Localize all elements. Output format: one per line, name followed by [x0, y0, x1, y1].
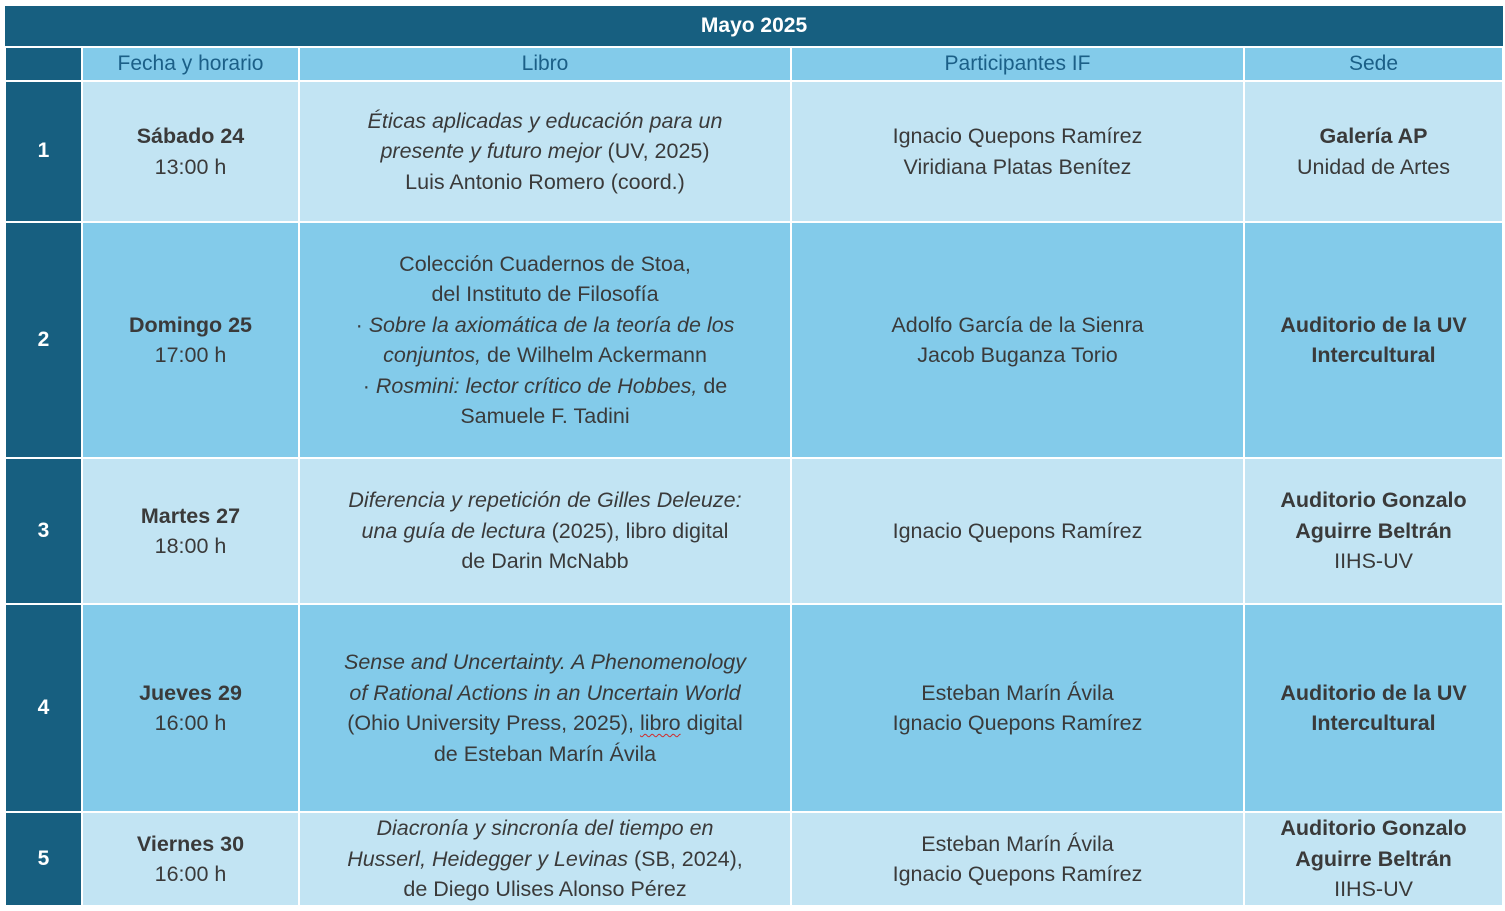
- book-detail: (SB, 2024),: [628, 846, 743, 871]
- event-time: 13:00 h: [154, 154, 227, 179]
- table-row: [5, 812, 1503, 906]
- book-title: of Rational Actions in an Uncertain World: [349, 680, 741, 705]
- event-time: 17:00 h: [154, 343, 227, 367]
- book-cell: [299, 222, 791, 458]
- participants-cell: [791, 604, 1244, 812]
- book-collection: Colección Cuadernos de Stoa,: [399, 251, 691, 276]
- participants-cell: [791, 812, 1244, 906]
- event-time: 18:00 h: [154, 534, 227, 558]
- venue-cell: [1244, 81, 1503, 222]
- event-day: Sábado 24: [136, 124, 245, 148]
- event-time: 16:00 h: [154, 711, 227, 735]
- header-date: Fecha y horario: [82, 47, 299, 81]
- date-cell: [82, 222, 299, 458]
- book-title: conjuntos,: [383, 343, 482, 367]
- row-number: 5: [5, 812, 82, 906]
- book-detail: (2025), libro digital: [545, 518, 729, 543]
- participant: Ignacio Quepons Ramírez: [892, 518, 1143, 543]
- row-number: 1: [5, 81, 82, 222]
- header-book: Libro: [299, 47, 791, 81]
- row-number: 2: [5, 222, 82, 458]
- table-row: [5, 604, 1503, 812]
- date-cell: [82, 458, 299, 604]
- table-row: [5, 81, 1503, 222]
- row-number: 4: [5, 604, 82, 812]
- book-title: Sense and Uncertainty. A Phenomenology: [344, 650, 746, 674]
- venue-name: Auditorio de la UV: [1280, 312, 1467, 337]
- participant: Ignacio Quepons Ramírez: [892, 862, 1143, 886]
- event-time: 16:00 h: [154, 862, 227, 886]
- participant: Esteban Marín Ávila: [921, 680, 1114, 705]
- venue-name: Aguirre Beltrán: [1295, 518, 1452, 543]
- book-title: Éticas aplicadas y educación para un: [367, 108, 723, 133]
- book-title: Husserl, Heidegger y Levinas: [347, 846, 629, 871]
- venue-name: Auditorio Gonzalo: [1280, 816, 1467, 841]
- book-author: de Darin McNabb: [461, 549, 629, 574]
- book-cell: [299, 458, 791, 604]
- book-cell: [299, 604, 791, 812]
- venue-name: Auditorio Gonzalo: [1280, 488, 1467, 513]
- participant: Adolfo García de la Sienra: [891, 312, 1144, 337]
- event-day: Viernes 30: [136, 831, 245, 856]
- book-detail: digital: [680, 711, 743, 735]
- schedule-table: [4, 4, 1504, 907]
- book-detail: (Ohio University Press, 2025),: [347, 711, 640, 735]
- venue-unit: Unidad de Artes: [1297, 154, 1451, 179]
- participants-cell: [791, 458, 1244, 604]
- title-row: [5, 5, 1503, 47]
- spellcheck-word: libro: [639, 711, 681, 735]
- table-row: [5, 458, 1503, 604]
- participant: Esteban Marín Ávila: [921, 831, 1114, 856]
- date-cell: [82, 81, 299, 222]
- header-row: [5, 47, 1503, 81]
- participant: Jacob Buganza Torio: [917, 343, 1118, 367]
- participant: Viridiana Platas Benítez: [903, 154, 1132, 179]
- venue-unit: IIHS-UV: [1334, 549, 1413, 574]
- venue-name: Aguirre Beltrán: [1295, 846, 1452, 871]
- book-detail: de: [697, 373, 728, 398]
- row-number: 3: [5, 458, 82, 604]
- book-cell: [299, 81, 791, 222]
- book-author: de Esteban Marín Ávila: [433, 741, 657, 766]
- book-author: de Diego Ulises Alonso Pérez: [403, 877, 687, 902]
- book-author: Luis Antonio Romero (coord.): [405, 169, 685, 194]
- venue-name: Auditorio de la UV: [1280, 680, 1467, 705]
- date-cell: [82, 604, 299, 812]
- bullet: ·: [355, 312, 369, 337]
- book-collection: del Instituto de Filosofía: [431, 282, 659, 306]
- book-title: presente y futuro mejor: [380, 139, 602, 164]
- book-detail: (UV, 2025): [601, 139, 710, 164]
- event-day: Martes 27: [140, 503, 241, 528]
- bullet: ·: [362, 373, 376, 398]
- header-venue: Sede: [1244, 47, 1503, 81]
- venue-name: Galería AP: [1319, 124, 1428, 148]
- participant: Ignacio Quepons Ramírez: [892, 124, 1143, 148]
- book-title: Sobre la axiomática de la teoría de los: [368, 312, 735, 337]
- event-day: Jueves 29: [139, 680, 242, 705]
- book-title: Diferencia y repetición de Gilles Deleuze:: [348, 488, 742, 513]
- book-title: una guía de lectura: [361, 518, 546, 543]
- participants-cell: [791, 81, 1244, 222]
- venue-cell: [1244, 812, 1503, 906]
- venue-name: Intercultural: [1311, 343, 1436, 367]
- header-participants: Participantes IF: [791, 47, 1244, 81]
- header-corner: [5, 47, 82, 81]
- participant: Ignacio Quepons Ramírez: [892, 711, 1143, 735]
- book-author: Samuele F. Tadini: [460, 404, 630, 428]
- venue-cell: [1244, 604, 1503, 812]
- book-author: de Wilhelm Ackermann: [481, 343, 707, 367]
- table-title: Mayo 2025: [5, 5, 1503, 47]
- participants-cell: [791, 222, 1244, 458]
- venue-cell: [1244, 222, 1503, 458]
- book-title: Diacronía y sincronía del tiempo en: [376, 816, 714, 841]
- venue-name: Intercultural: [1311, 711, 1436, 735]
- venue-cell: [1244, 458, 1503, 604]
- date-cell: [82, 812, 299, 906]
- table-row: [5, 222, 1503, 458]
- event-day: Domingo 25: [128, 312, 253, 337]
- book-title: Rosmini: lector crítico de Hobbes,: [375, 373, 698, 398]
- book-cell: [299, 812, 791, 906]
- venue-unit: IIHS-UV: [1334, 877, 1413, 902]
